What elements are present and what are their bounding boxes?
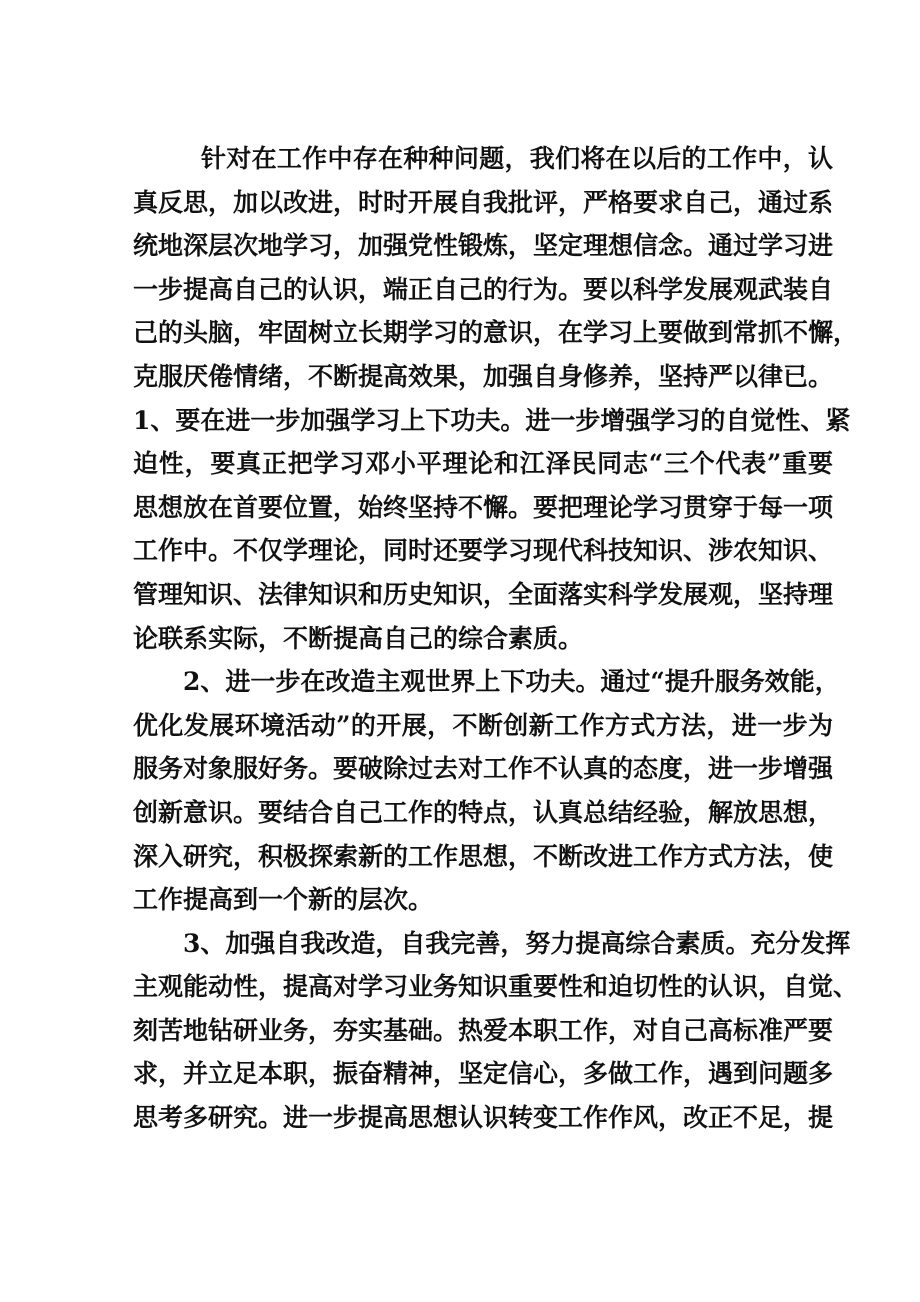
text-line: 管理知识、法律知识和历史知识，全面落实科学发展观，坚持理 [133, 579, 834, 609]
text-line: 论联系实际，不断提高自己的综合素质。 [133, 623, 584, 653]
text-line: 优化发展环境活动”的开展，不断创新工作方式方法，进一步为 [133, 710, 833, 740]
text-line: 服务对象服好务。要破除过去对工作不认真的态度，进一步增强 [133, 754, 834, 784]
text-line: 1、要在进一步加强学习上下功夫。进一步增强学习的自觉性、紧 [133, 405, 851, 435]
text-line: 求，并立足本职，振奋精神，坚定信心，多做工作，遇到问题多 [133, 1059, 834, 1089]
text-line: 迫性，要真正把学习邓小平理论和江泽民同志“三个代表”重要 [133, 449, 833, 479]
text-line: 创新意识。要结合自己工作的特点，认真总结经验，解放思想， [133, 797, 834, 827]
text-line: 思考多研究。进一步提高思想认识转变工作作风，改正不足，提 [133, 1103, 834, 1133]
text-line: 工作提高到一个新的层次。 [133, 885, 434, 915]
text-line: 刻苦地钻研业务，夯实基础。热爱本职工作，对自己高标准严要 [133, 1015, 834, 1045]
text-line: 主观能动性，提高对学习业务知识重要性和迫切性的认识，自觉、 [133, 972, 859, 1002]
text-line: 己的头脑，牢固树立长期学习的意识，在学习上要做到常抓不懈， [133, 318, 859, 348]
text-line: 工作中。不仅学理论，同时还要学习现代科技知识、涉农知识、 [133, 536, 834, 566]
text-line: 统地深层次地学习，加强党性锻炼，坚定理想信念。通过学习进 [133, 231, 834, 261]
text-line: 针对在工作中存在种种问题，我们将在以后的工作中，认 [201, 144, 833, 173]
text-line: 一步提高自己的认识，端正自己的行为。要以科学发展观武装自 [133, 274, 834, 304]
text-line: 深入研究，积极探索新的工作思想，不断改进工作方式方法，使 [133, 841, 834, 871]
text-line: 真反思，加以改进，时时开展自我批评，严格要求自己，通过系 [133, 187, 834, 217]
document-body [133, 137, 859, 1140]
text-line: 3、加强自我改造，自我完善，努力提高综合素质。充分发挥 [183, 928, 851, 958]
text-line: 2、进一步在改造主观世界上下功夫。通过“提升服务效能， [183, 667, 840, 697]
text-line: 思想放在首要位置，始终坚持不懈。要把理论学习贯穿于每一项 [133, 492, 834, 522]
text-line: 克服厌倦情绪，不断提高效果，加强自身修养，坚持严以律已。 [133, 361, 834, 391]
